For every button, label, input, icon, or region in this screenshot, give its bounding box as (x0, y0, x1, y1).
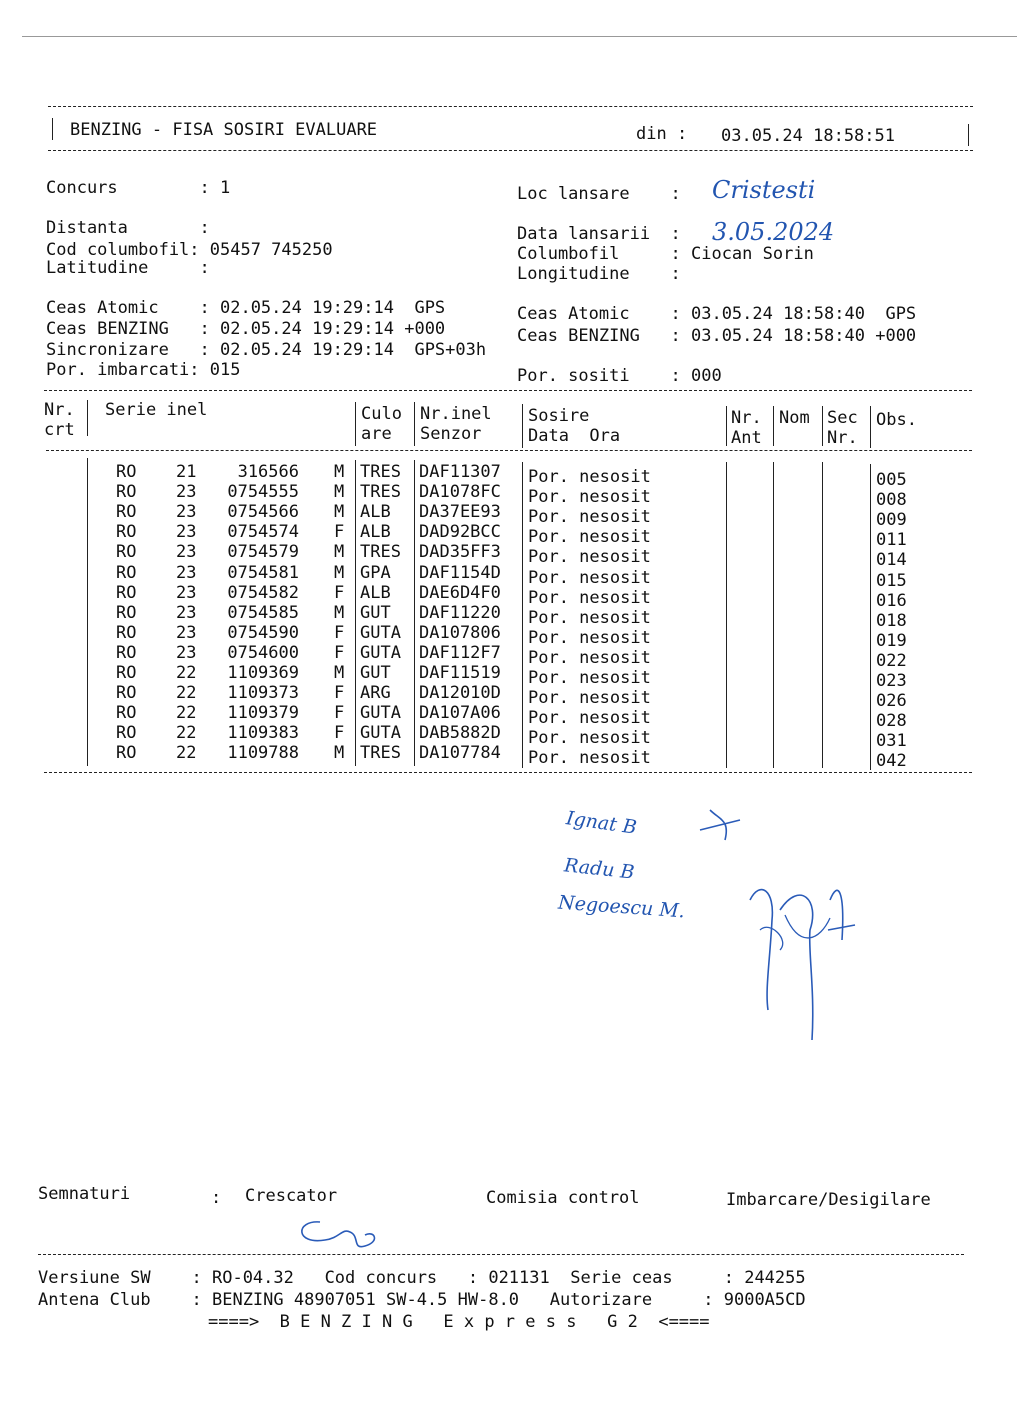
cell-sex: F (334, 582, 345, 603)
cell-obs: 023 (876, 671, 907, 691)
column-divider (87, 458, 88, 766)
cell-an: 22 (176, 723, 197, 744)
cell-nr: 0754600 (227, 642, 299, 663)
table-top-rule (44, 390, 972, 391)
cell-obs: 009 (876, 510, 907, 531)
scan-edge-line (22, 36, 1017, 37)
cell-culoare: ALB (360, 582, 391, 603)
handwritten-signature-scribble (680, 790, 880, 1050)
column-divider (773, 462, 774, 768)
cell-culoare: GUTA (360, 622, 401, 643)
cell-culoare: TRES (360, 743, 401, 764)
ceas-atomic-start: Ceas Atomic : 02.05.24 19:29:14 GPS (46, 298, 446, 318)
header-top-rule (48, 106, 973, 107)
data-lansarii-line: Data lansarii : (517, 224, 681, 244)
cell-sosire: Por. nesosit (528, 607, 651, 628)
cell-tara: RO (116, 723, 137, 744)
cell-tara: RO (116, 703, 137, 724)
col-culoare-2: are (361, 424, 392, 444)
footer-rule (38, 1254, 964, 1255)
cell-obs: 022 (876, 650, 907, 671)
header-divider (773, 406, 774, 446)
col-sosire-2: Data Ora (528, 426, 621, 446)
cell-sex: F (334, 522, 345, 543)
header-bottom-rule (48, 150, 973, 151)
cell-sosire: Por. nesosit (528, 688, 651, 709)
column-divider (726, 462, 727, 768)
col-sosire-1: Sosire (528, 406, 590, 426)
cell-sosire: Por. nesosit (528, 647, 651, 668)
cell-nr: 0754555 (227, 482, 299, 503)
cell-nr: 1109379 (227, 703, 299, 724)
cell-sosire: Por. nesosit (528, 587, 651, 608)
cell-culoare: GUTA (360, 642, 401, 663)
cell-sex: F (334, 622, 345, 643)
page-title: BENZING - FISA SOSIRI EVALUARE (70, 120, 378, 140)
ceas-atomic-end: Ceas Atomic : 03.05.24 18:58:40 GPS (517, 304, 917, 324)
loc-lansare-line: Loc lansare : (517, 184, 681, 204)
cell-senzor: DA107806 (419, 622, 501, 643)
cell-senzor: DAB5882D (419, 723, 501, 744)
column-divider (822, 462, 823, 768)
table-bottom-rule (44, 772, 972, 773)
benzing-express-banner: ====> B E N Z I N G E x p r e s s G 2 <==== (208, 1312, 710, 1332)
cell-senzor: DAF112F7 (419, 642, 501, 663)
col-serie-inel: Serie inel (105, 400, 208, 420)
cell-sosire: Por. nesosit (528, 467, 651, 487)
cell-an: 22 (176, 703, 197, 724)
cell-tara: RO (116, 542, 137, 563)
cell-an: 23 (176, 542, 197, 563)
cell-tara: RO (116, 462, 137, 482)
cell-nr: 0754582 (227, 582, 299, 603)
table-header-rule (46, 450, 972, 451)
col-nr-ant-1: Nr. (731, 408, 762, 428)
cell-nr: 316566 (237, 462, 299, 482)
cell-obs: 011 (876, 530, 907, 551)
cell-tara: RO (116, 602, 137, 623)
col-nr-crt-1: Nr. (44, 400, 75, 420)
crescator-signature (290, 1210, 390, 1260)
cell-sosire: Por. nesosit (528, 627, 651, 648)
cell-an: 23 (176, 582, 197, 603)
cell-sosire: Por. nesosit (528, 708, 651, 729)
col-nom: Nom (779, 408, 810, 428)
cell-senzor: DAF11307 (419, 462, 501, 482)
cell-nr: 0754574 (227, 522, 299, 543)
header-divider (822, 406, 823, 446)
cell-an: 22 (176, 683, 197, 704)
cell-sex: F (334, 642, 345, 663)
cell-sosire: Por. nesosit (528, 527, 651, 548)
cell-tara: RO (116, 502, 137, 523)
distanta-line: Distanta : (46, 218, 210, 238)
cell-senzor: DA37EE93 (419, 502, 501, 523)
column-divider (414, 460, 415, 766)
cell-sex: M (334, 482, 345, 503)
cell-obs: 014 (876, 550, 907, 571)
data-lansarii-handwritten: 3.05.2024 (712, 218, 835, 246)
cell-sex: M (334, 502, 345, 523)
header-left-border (52, 118, 53, 140)
cell-tara: RO (116, 683, 137, 704)
ceas-benzing-start: Ceas BENZING : 02.05.24 19:29:14 +000 (46, 319, 446, 339)
cell-sosire: Por. nesosit (528, 668, 651, 688)
header-divider (726, 406, 727, 446)
cell-sex: M (334, 462, 345, 482)
sincronizare-line: Sincronizare : 02.05.24 19:29:14 GPS+03h (46, 340, 487, 360)
cell-tara: RO (116, 582, 137, 603)
cell-culoare: TRES (360, 542, 401, 563)
header-divider (522, 404, 523, 448)
cod-columbofil-line: Cod columbofil: 05457 745250 (46, 240, 333, 260)
cell-sosire: Por. nesosit (528, 507, 651, 528)
cell-sex: M (334, 743, 345, 764)
cell-tara: RO (116, 642, 137, 663)
cell-obs: 008 (876, 490, 907, 511)
cell-senzor: DAE6D4F0 (419, 582, 501, 603)
cell-sex: M (334, 562, 345, 583)
col-sec-2: Nr. (827, 428, 858, 448)
col-nr-ant-2: Ant (731, 428, 762, 448)
col-nr-inel-2: Senzor (420, 424, 482, 444)
versiune-sw-line: Versiune SW : RO-04.32 Cod concurs : 021131 Serie ceas : 244255 (38, 1268, 806, 1288)
din-label: din : (636, 124, 688, 144)
cell-culoare: GPA (360, 562, 391, 583)
longitudine-line: Longitudine : (517, 264, 681, 284)
cell-nr: 1109369 (227, 663, 299, 683)
cell-nr: 0754590 (227, 622, 299, 643)
cell-sosire: Por. nesosit (528, 728, 651, 749)
header-divider (414, 402, 415, 446)
por-sositi-line: Por. sositi : 000 (517, 366, 722, 386)
cell-senzor: DAD92BCC (419, 522, 501, 543)
header-divider (870, 406, 871, 448)
loc-lansare-handwritten: Cristesti (712, 176, 816, 204)
col-nr-inel-1: Nr.inel (420, 404, 492, 424)
cell-an: 23 (176, 642, 197, 663)
col-sec-1: Sec (827, 408, 858, 428)
cell-obs: 018 (876, 610, 907, 631)
cell-tara: RO (116, 663, 137, 683)
cell-senzor: DAF1154D (419, 562, 501, 583)
col-culoare-1: Culo (361, 404, 402, 424)
semnaturi-label: Semnaturi (38, 1184, 131, 1204)
cell-sex: M (334, 663, 345, 683)
concurs-line: Concurs : 1 (46, 178, 231, 198)
cell-obs: 031 (876, 731, 907, 752)
cell-sex: F (334, 723, 345, 744)
columbofil-line: Columbofil : Ciocan Sorin (517, 244, 814, 264)
cell-nr: 0754585 (227, 602, 299, 623)
cell-an: 23 (176, 622, 197, 643)
cell-sex: M (334, 542, 345, 563)
cell-culoare: ALB (360, 502, 391, 523)
header-right-border (968, 124, 969, 146)
cell-sosire: Por. nesosit (528, 567, 651, 588)
cell-culoare: GUTA (360, 723, 401, 744)
comisia-control-label: Comisia control (486, 1188, 640, 1208)
cell-obs: 016 (876, 590, 907, 611)
cell-sex: F (334, 683, 345, 704)
cell-tara: RO (116, 743, 137, 764)
cell-senzor: DAF11519 (419, 663, 501, 683)
cell-an: 22 (176, 663, 197, 683)
cell-senzor: DAF11220 (419, 602, 501, 623)
header-divider (355, 402, 356, 446)
cell-culoare: GUT (360, 663, 391, 683)
cell-an: 23 (176, 602, 197, 623)
cell-nr: 0754579 (227, 542, 299, 563)
cell-obs: 028 (876, 711, 907, 732)
signature-note-3: Negoescu M. (557, 891, 686, 923)
cell-sex: F (334, 703, 345, 724)
cell-tara: RO (116, 522, 137, 543)
cell-obs: 042 (876, 751, 907, 772)
cell-culoare: ALB (360, 522, 391, 543)
col-obs: Obs. (876, 410, 917, 430)
cell-sosire: Por. nesosit (528, 547, 651, 568)
cell-tara: RO (116, 622, 137, 643)
crescator-label: Crescator (245, 1186, 338, 1206)
cell-an: 21 (176, 462, 197, 482)
cell-senzor: DAD35FF3 (419, 542, 501, 563)
cell-culoare: GUTA (360, 703, 401, 724)
cell-obs: 019 (876, 630, 907, 651)
cell-an: 23 (176, 502, 197, 523)
cell-nr: 0754581 (227, 562, 299, 583)
cell-senzor: DA107784 (419, 743, 501, 764)
cell-tara: RO (116, 562, 137, 583)
imbarcare-label: Imbarcare/Desigilare (726, 1190, 931, 1210)
cell-culoare: TRES (360, 482, 401, 503)
cell-senzor: DA1078FC (419, 482, 501, 503)
por-imbarcati-line: Por. imbarcati: 015 (46, 360, 241, 380)
cell-sosire: Por. nesosit (528, 487, 651, 508)
antena-club-line: Antena Club : BENZING 48907051 SW-4.5 HW-8.0 Autorizare : 9000A5CD (38, 1290, 806, 1310)
cell-sex: M (334, 602, 345, 623)
cell-obs: 005 (876, 470, 907, 490)
cell-nr: 1109788 (227, 743, 299, 764)
cell-obs: 026 (876, 691, 907, 712)
cell-culoare: ARG (360, 683, 391, 704)
column-divider (522, 462, 523, 768)
cell-obs: 015 (876, 570, 907, 591)
cell-culoare: GUT (360, 602, 391, 623)
cell-an: 23 (176, 522, 197, 543)
din-value: 03.05.24 18:58:51 (721, 126, 895, 146)
signature-note-2: Radu B (563, 854, 636, 884)
cell-nr: 1109373 (227, 683, 299, 704)
cell-an: 22 (176, 743, 197, 764)
column-divider (355, 460, 356, 766)
signature-note-1: Ignat B (564, 807, 639, 839)
cell-culoare: TRES (360, 462, 401, 482)
cell-senzor: DA12010D (419, 683, 501, 704)
cell-an: 23 (176, 482, 197, 503)
ceas-benzing-end: Ceas BENZING : 03.05.24 18:58:40 +000 (517, 326, 917, 346)
header-divider (87, 400, 88, 436)
cell-tara: RO (116, 482, 137, 503)
semnaturi-colon: : (211, 1188, 222, 1208)
cell-senzor: DA107A06 (419, 703, 501, 724)
cell-an: 23 (176, 562, 197, 583)
latitudine-line: Latitudine : (46, 258, 210, 278)
cell-nr: 1109383 (227, 723, 299, 744)
col-nr-crt-2: crt (44, 420, 75, 440)
column-divider (870, 464, 871, 770)
cell-nr: 0754566 (227, 502, 299, 523)
cell-sosire: Por. nesosit (528, 748, 651, 769)
